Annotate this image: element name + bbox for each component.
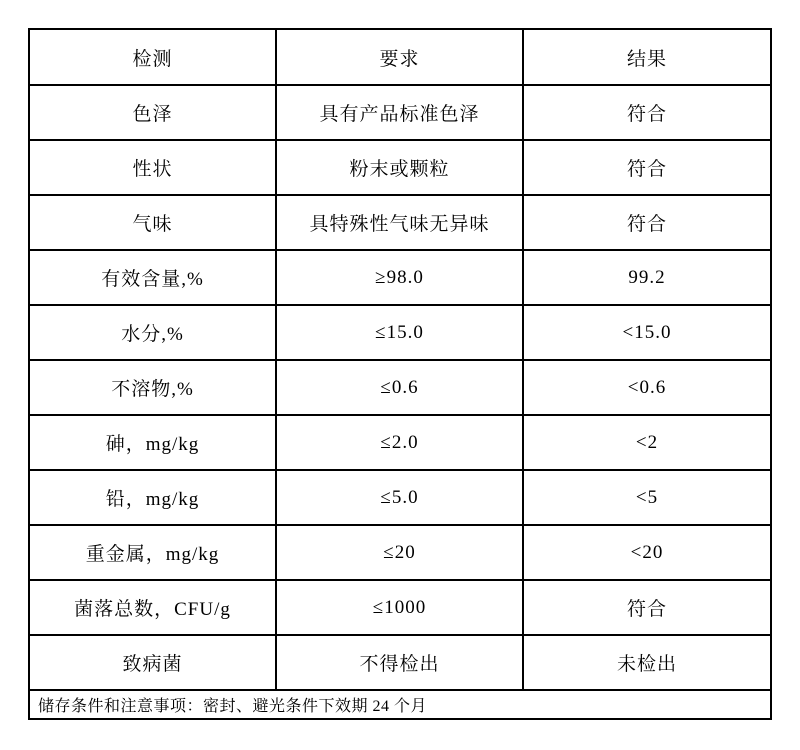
- requirement-cell: ≤20: [276, 525, 523, 580]
- test-item-cell: 不溶物,%: [29, 360, 276, 415]
- test-item-cell: 铅，mg/kg: [29, 470, 276, 525]
- result-cell: 符合: [523, 140, 771, 195]
- result-cell: <15.0: [523, 305, 771, 360]
- test-item-cell: 性状: [29, 140, 276, 195]
- result-cell: 符合: [523, 580, 771, 635]
- table-row: [29, 415, 771, 470]
- test-item-cell: 色泽: [29, 85, 276, 140]
- test-item-cell: 砷，mg/kg: [29, 415, 276, 470]
- storage-conditions-note: 储存条件和注意事项：密封、避光条件下效期 24 个月: [29, 690, 771, 719]
- requirement-cell: ≤5.0: [276, 470, 523, 525]
- requirement-cell: ≤1000: [276, 580, 523, 635]
- result-cell: 符合: [523, 195, 771, 250]
- requirement-cell: ≥98.0: [276, 250, 523, 305]
- test-item-cell: 有效含量,%: [29, 250, 276, 305]
- table-row: [29, 140, 771, 195]
- table-row: [29, 85, 771, 140]
- test-item-cell: 菌落总数，CFU/g: [29, 580, 276, 635]
- result-cell: <2: [523, 415, 771, 470]
- requirement-cell: 不得检出: [276, 635, 523, 690]
- table-row: [29, 470, 771, 525]
- test-item-cell: 重金属，mg/kg: [29, 525, 276, 580]
- requirement-cell: 粉末或颗粒: [276, 140, 523, 195]
- requirement-cell: ≤15.0: [276, 305, 523, 360]
- requirement-cell: 具有产品标准色泽: [276, 85, 523, 140]
- table-row: [29, 525, 771, 580]
- table-row: [29, 635, 771, 690]
- requirement-cell: 具特殊性气味无异味: [276, 195, 523, 250]
- footer-row: [29, 690, 771, 719]
- header-row: [29, 29, 771, 85]
- table-row: [29, 360, 771, 415]
- test-item-cell: 水分,%: [29, 305, 276, 360]
- result-cell: <0.6: [523, 360, 771, 415]
- result-cell: <20: [523, 525, 771, 580]
- table-row: [29, 195, 771, 250]
- requirement-cell: ≤0.6: [276, 360, 523, 415]
- requirement-cell: ≤2.0: [276, 415, 523, 470]
- col-header-result: 结果: [523, 29, 771, 85]
- col-header-test: 检测: [29, 29, 276, 85]
- table-row: [29, 250, 771, 305]
- result-cell: 99.2: [523, 250, 771, 305]
- inspection-table: [28, 28, 772, 720]
- result-cell: 未检出: [523, 635, 771, 690]
- col-header-requirement: 要求: [276, 29, 523, 85]
- test-item-cell: 气味: [29, 195, 276, 250]
- result-cell: <5: [523, 470, 771, 525]
- test-item-cell: 致病菌: [29, 635, 276, 690]
- result-cell: 符合: [523, 85, 771, 140]
- table-row: [29, 305, 771, 360]
- table-row: [29, 580, 771, 635]
